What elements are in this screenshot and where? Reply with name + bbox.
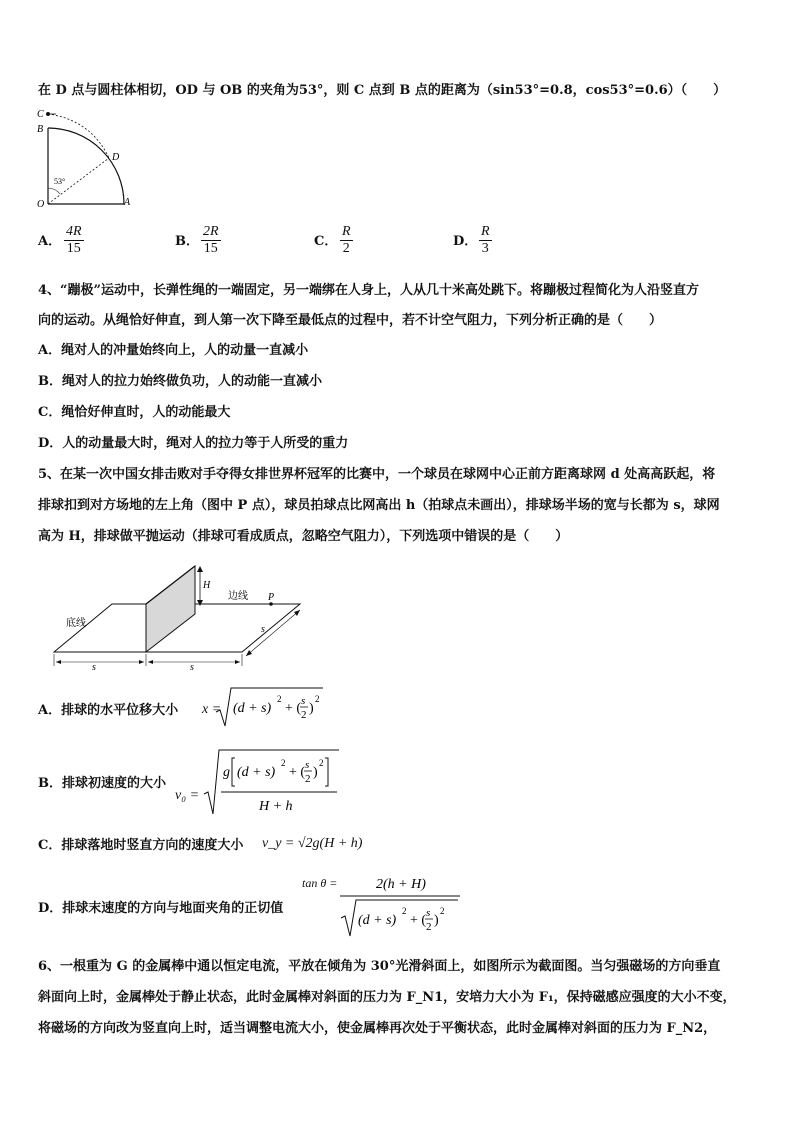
q6-stem-line1: 6、一根重为 G 的金属棒中通以恒定电流，平放在倾角为 30°光滑斜面上，如图所示为截面图。当匀强磁场的方向垂直 — [38, 959, 721, 974]
svg-text:s: s — [301, 695, 306, 707]
svg-text:+ (: + ( — [289, 765, 306, 780]
q5-option-D-fraction — [338, 872, 462, 940]
q3-option-C-letter[interactable]: C． — [314, 234, 338, 249]
q4-stem-line2: 向的运动。从绳恰好伸直，到人第一次下降至最低点的过程中，若不计空气阻力，下列分析正确的是（ ） — [38, 313, 663, 328]
q5-option-C-formula: v_y = √2g(H + h) — [262, 836, 363, 851]
q5-option-B-formula: v₀ = — [175, 788, 200, 803]
svg-text:+ (: + ( — [285, 701, 302, 716]
q4-option-A[interactable]: A．绳对人的冲量始终向上，人的动量一直减小 — [38, 343, 309, 358]
label-P: P — [268, 592, 275, 603]
q3-option-B-letter[interactable]: B． — [175, 234, 199, 249]
label-D: D — [112, 152, 120, 163]
label-C: C — [37, 109, 44, 120]
q5-option-B-radical — [203, 748, 343, 818]
q3-option-D-letter[interactable]: D． — [453, 234, 478, 249]
svg-text:g: g — [223, 765, 230, 780]
svg-text:(d + s): (d + s) — [237, 765, 276, 780]
svg-text:2: 2 — [402, 906, 407, 916]
label-B: B — [37, 124, 44, 135]
svg-text:2: 2 — [281, 758, 286, 768]
svg-text:H + h: H + h — [259, 799, 293, 814]
q3-option-B-frac: $\frac{2R}{15}$ — [203, 224, 219, 256]
q3-option-A-letter[interactable]: A． — [38, 234, 62, 249]
q5-stem-line3: 高为 H，排球做平抛运动（排球可看成质点，忽略空气阻力），下列选项中错误的是（ ） — [38, 529, 569, 544]
label-s1: s — [92, 662, 96, 673]
svg-text:): ) — [313, 765, 318, 780]
q6-stem-line2: 斜面向上时，金属棒处于静止状态，此时金属棒对斜面的压力为 F_N1，安培力大小为 F₁，保持磁感应强度的大小不变， — [38, 990, 736, 1005]
svg-text:2(h + H): 2(h + H) — [376, 877, 426, 892]
q5-court-figure — [50, 562, 320, 674]
svg-text:2: 2 — [319, 758, 324, 768]
label-angle: 53° — [54, 177, 66, 186]
q5-option-B[interactable]: B．排球初速度的大小 — [38, 776, 166, 791]
svg-text:s: s — [305, 759, 310, 771]
label-A: A — [124, 197, 131, 208]
q4-option-C[interactable]: C．绳恰好伸直时，人的动能最大 — [38, 405, 231, 420]
q5-option-D[interactable]: D．排球末速度的方向与地面夹角的正切值 — [38, 901, 284, 916]
q4-option-D[interactable]: D．人的动量最大时，绳对人的拉力等于人所受的重力 — [38, 436, 349, 451]
label-s2: s — [190, 662, 194, 673]
svg-text:2: 2 — [277, 694, 282, 704]
q6-stem-line3: 将磁场的方向改为竖直向上时，适当调整电流大小，使金属棒再次处于平衡状态，此时金属棒对斜面的压力为 F_N2， — [38, 1021, 717, 1036]
q5-stem-line2: 排球扣到对方场地的左上角（图中 P 点），球员拍球点比网高出 h（拍球点未画出），排球场半场的宽与长都为 s，球网 — [38, 498, 720, 513]
label-O: O — [37, 199, 45, 208]
q5-stem-line1: 5、在某一次中国女排击败对手夺得女排世界杯冠军的比赛中，一个球员在球网中心正前方距离球网 d 处高高跃起，将 — [38, 467, 716, 482]
q3-option-A-frac: $\frac{4R}{15}$ — [66, 224, 82, 256]
q5-option-D-formula: tan θ = — [302, 876, 338, 890]
svg-text:2: 2 — [440, 906, 445, 916]
svg-text:(d + s): (d + s) — [233, 701, 272, 716]
q5-option-A[interactable]: A．排球的水平位移大小 — [38, 703, 179, 718]
q3-figure — [36, 108, 132, 208]
svg-text:2: 2 — [426, 921, 432, 933]
svg-text:+ (: + ( — [410, 913, 427, 928]
q5-option-A-formula: x = — [202, 702, 222, 717]
svg-text:2: 2 — [301, 709, 307, 721]
label-s3: s — [261, 624, 265, 635]
svg-text:): ) — [309, 701, 314, 716]
label-sideline: 边线 — [228, 591, 248, 602]
svg-text:s: s — [426, 907, 431, 919]
svg-text:(d + s): (d + s) — [358, 913, 397, 928]
q3-option-C-frac: $\frac{R}{2}$ — [342, 224, 351, 256]
svg-text:2: 2 — [315, 694, 320, 704]
svg-text:): ) — [434, 913, 439, 928]
label-H: H — [203, 580, 211, 591]
q5-option-A-radical — [215, 686, 325, 730]
label-baseline: 底线 — [66, 618, 86, 629]
q4-stem-line1: 4、“蹦极”运动中，长弹性绳的一端固定，另一端绑在人身上，人从几十米高处跳下。将蹦极过程简化为人沿竖直方 — [38, 283, 700, 298]
q5-option-C[interactable]: C．排球落地时竖直方向的速度大小 — [38, 838, 244, 853]
q4-option-B[interactable]: B．绳对人的拉力始终做负功，人的动能一直减小 — [38, 374, 322, 389]
q3-option-D-frac: $\frac{R}{3}$ — [481, 224, 490, 256]
q3-stem: 在 D 点与圆柱体相切，OD 与 OB 的夹角为53°，则 C 点到 B 点的距离为（sin53°=0.8，cos53°=0.6）（ ） — [38, 83, 727, 98]
svg-text:2: 2 — [305, 773, 311, 785]
